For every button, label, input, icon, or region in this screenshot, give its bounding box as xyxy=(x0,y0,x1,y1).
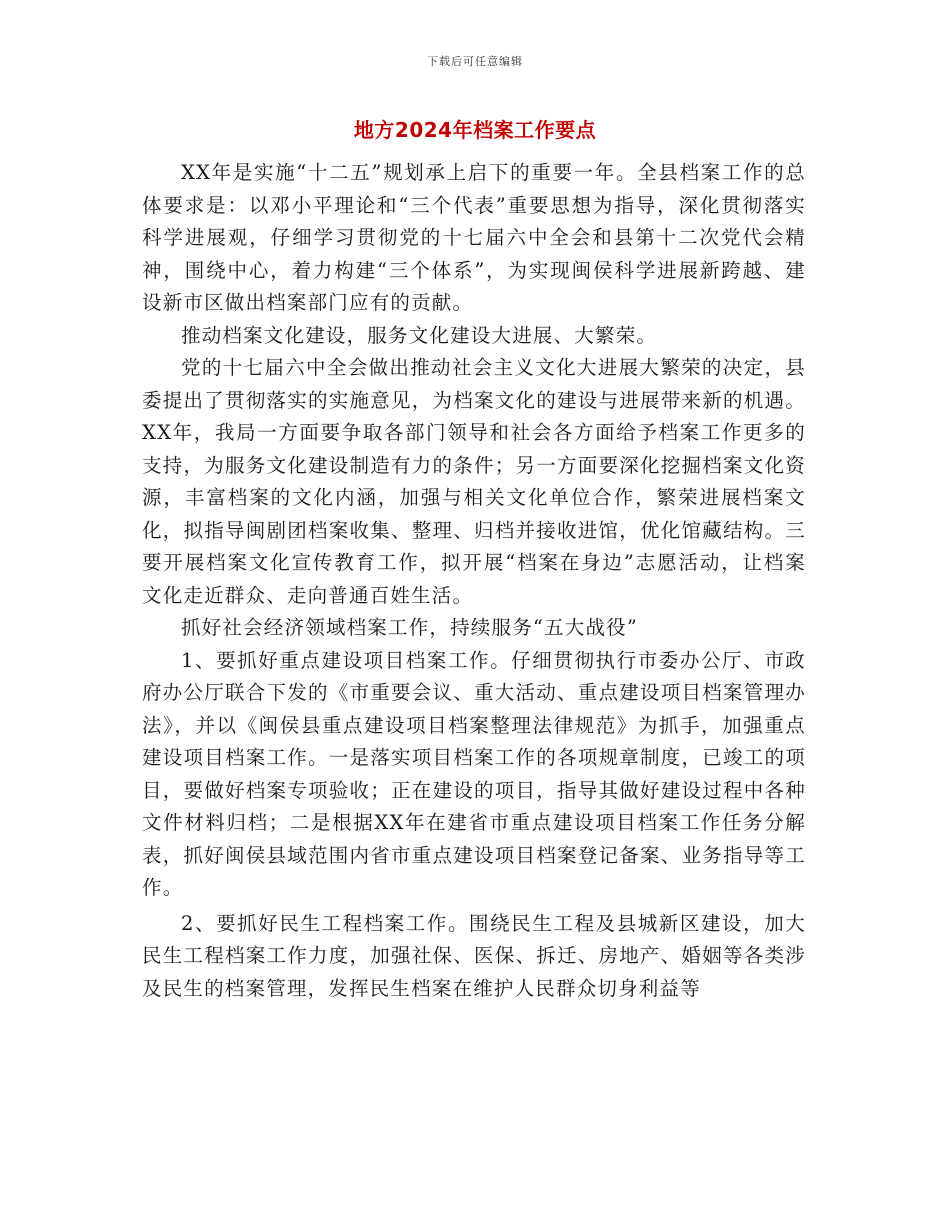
paragraph-item-1: 1、要抓好重点建设项目档案工作。仔细贯彻执行市委办公厅、市政府办公厅联合下发的《市重要会议、重大活动、重点建设项目档案管理办法》，并以《闽侯县重点建设项目档案整理法律规范》为抓手，加强重点建设项目档案工作。一是落实项目档案工作的各项规章制度，已竣工的项目，要做好档案专项验收；正在建设的项目，指导其做好建设过程中各种文件材料归档；二是根据XX年在建省市重点建设项目档案工作任务分解表，抓好闽侯县域范围内省市重点建设项目档案登记备案、业务指导等工作。 xyxy=(142,648,806,899)
document-title: 地方2024年档案工作要点 xyxy=(353,118,597,142)
paragraph-heading-culture: 推动档案文化建设，服务文化建设大进展、大繁荣。 xyxy=(181,323,658,347)
paragraph-heading-economy: 抓好社会经济领域档案工作，持续服务“五大战役” xyxy=(181,616,639,639)
paragraph-culture: 党的十七届六中全会做出推动社会主义文化大进展大繁荣的决定，县委提出了贯彻落实的实施意见，为档案文化的建设与进展带来新的机遇。XX年，我局一方面要争取各部门领导和社会各方面给予档案工作更多的支持，为服务文化建设制造有力的条件；另一方面要深化挖掘档案文化资源，丰富档案的文化内涵，加强与相关文化单位合作，繁荣进展档案文化，拟指导闽剧团档案收集、整理、归档并接收进馆，优化馆藏结构。三要开展档案文化宣传教育工作，拟开展“档案在身边”志愿活动，让档案文化走近群众、走向普通百姓生活。 xyxy=(142,356,806,607)
paragraph-item-2: 2、要抓好民生工程档案工作。围绕民生工程及县城新区建设，加大民生工程档案工作力度，加强社保、医保、拆迁、房地产、婚姻等各类涉及民生的档案管理，发挥民生档案在维护人民群众切身利益等 xyxy=(142,911,806,1000)
document-body xyxy=(142,157,806,1005)
header-note: 下载后可任意编辑 xyxy=(427,55,523,68)
paragraph-intro: XX年是实施“十二五”规划承上启下的重要一年。全县档案工作的总体要求是：以邓小平理论和“三个代表”重要思想为指导，深化贯彻落实科学进展观，仔细学习贯彻党的十七届六中全会和县第十二次党代会精神，围绕中心，着力构建“三个体系”，为实现闽侯科学进展新跨越、建设新市区做出档案部门应有的贡献。 xyxy=(142,161,806,314)
